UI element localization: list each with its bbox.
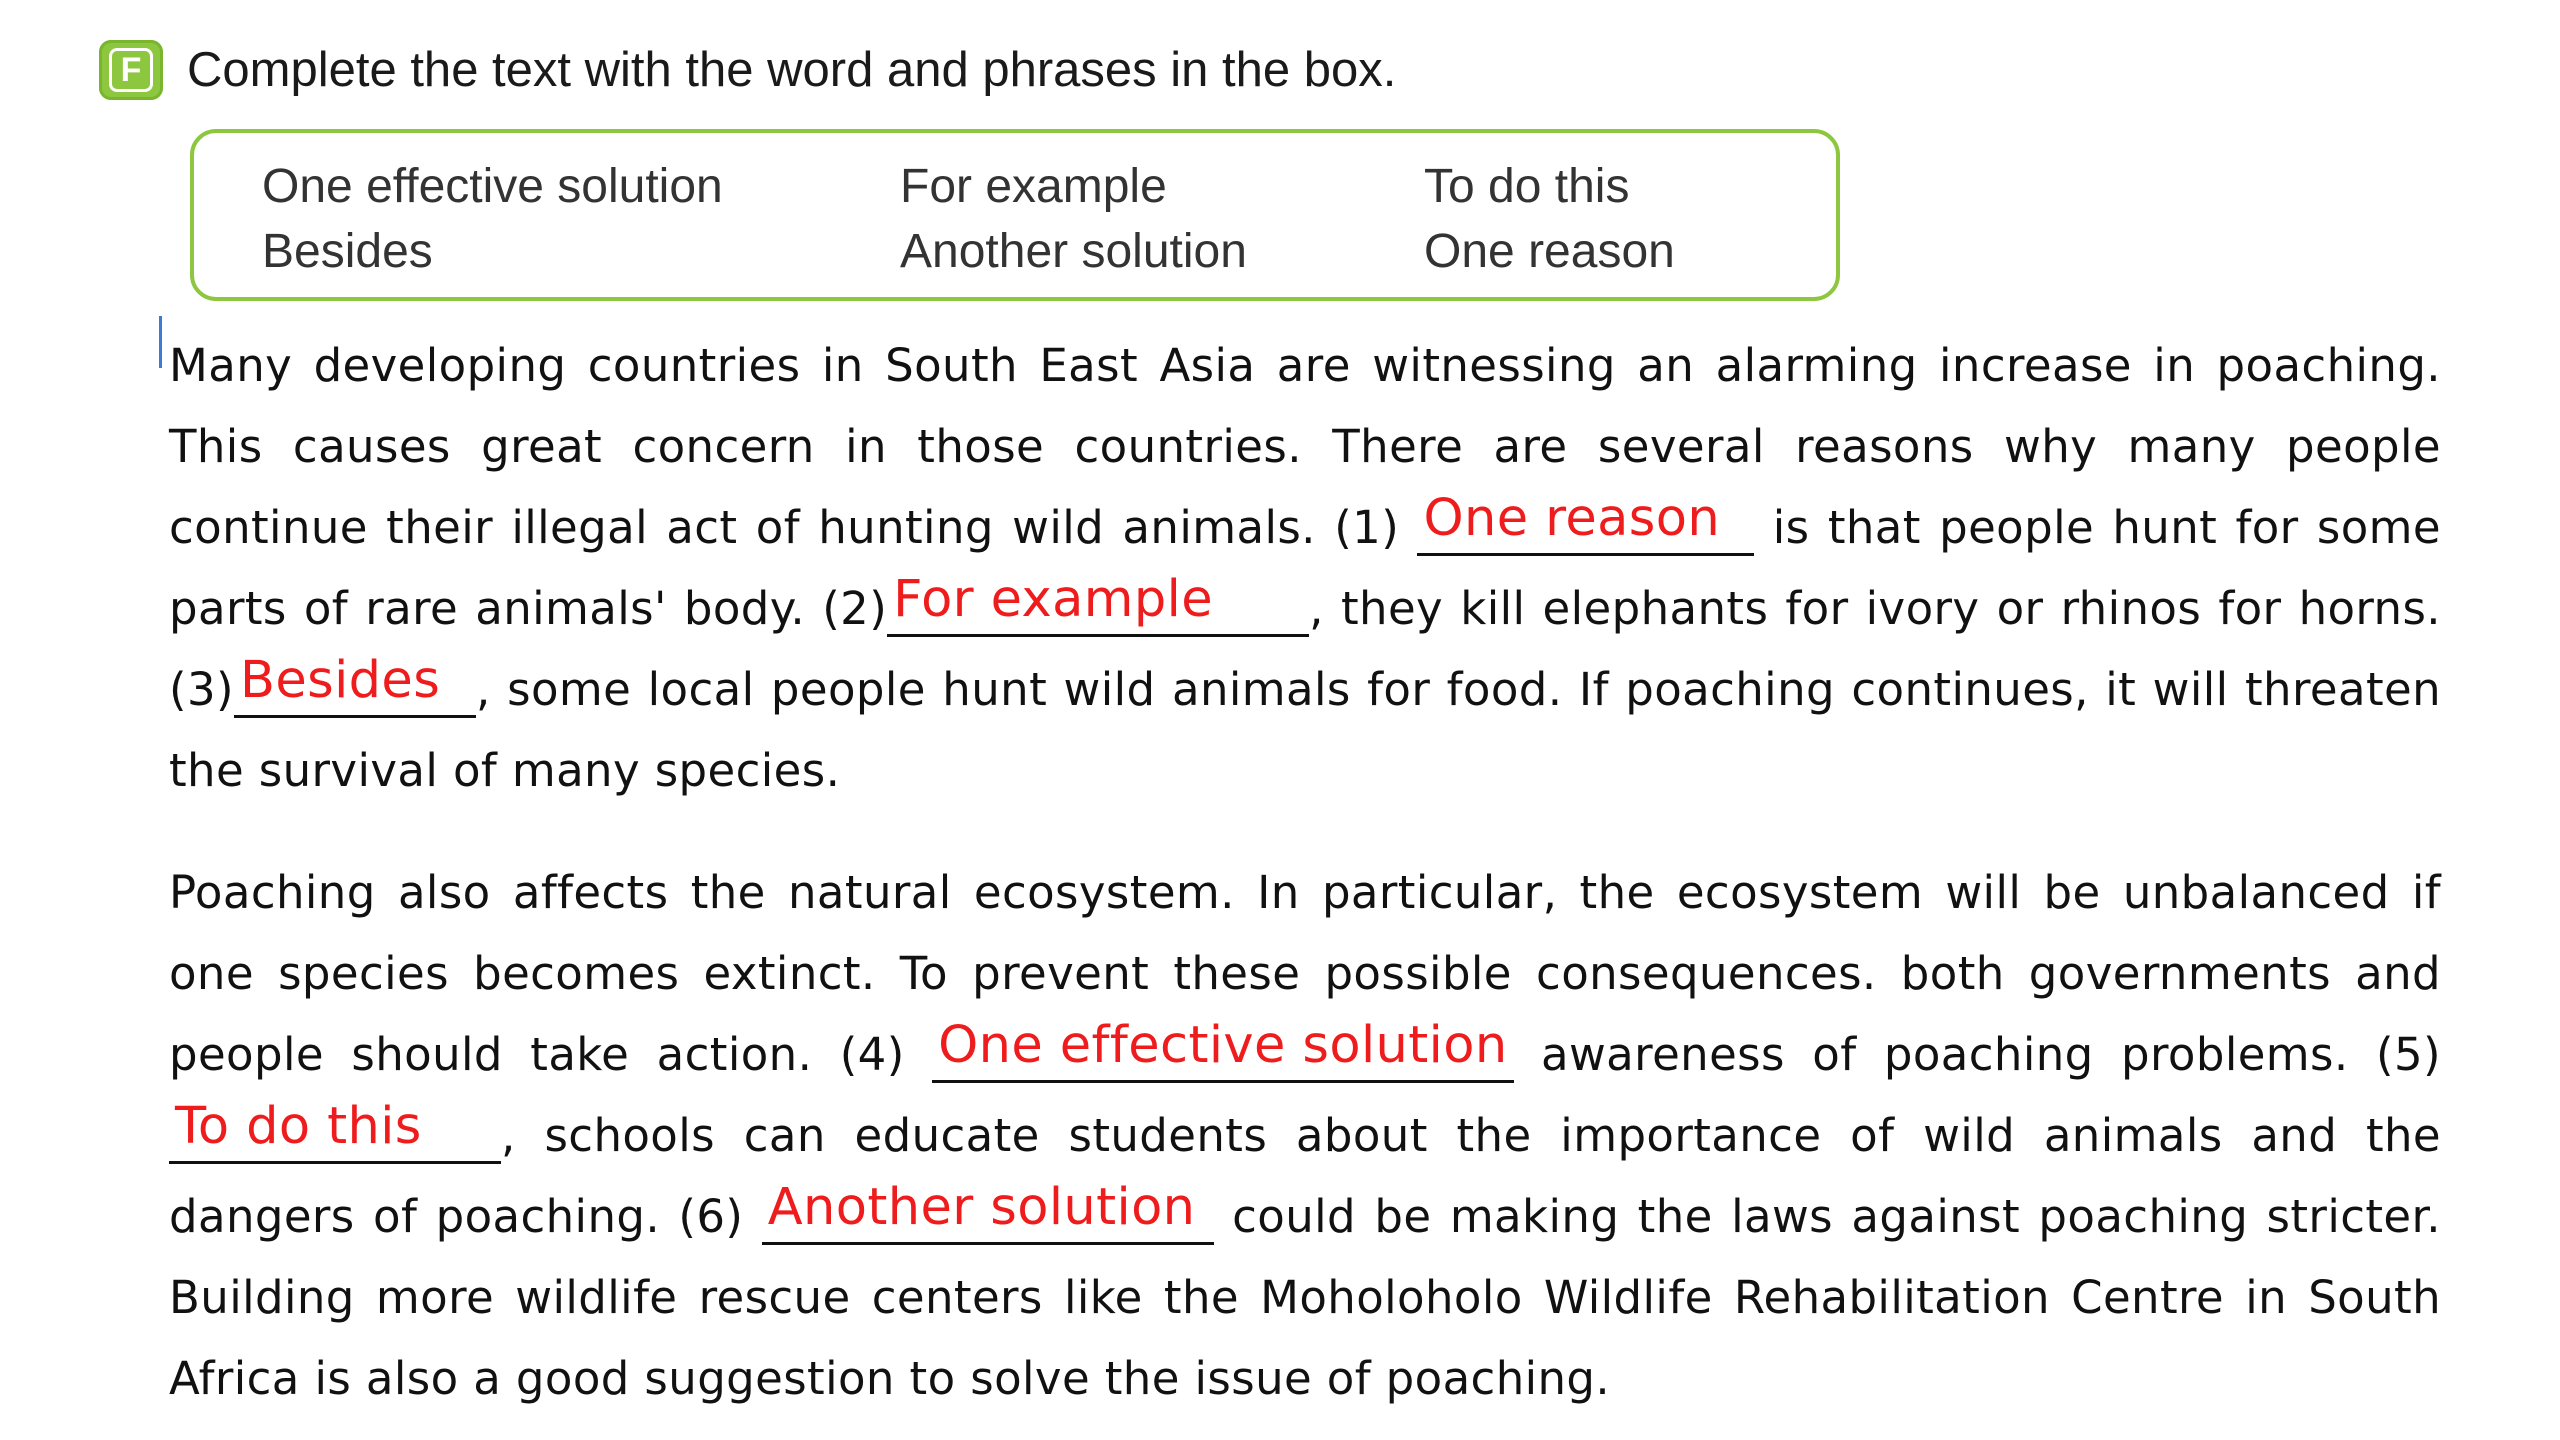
passage-text: , some local people hunt wild animals for food. If poaching continues, it will threaten the survival of many species. [169, 663, 2441, 797]
answer-1: One reason [1423, 489, 1721, 548]
passage-paragraph-2 [169, 852, 2441, 1419]
text-cursor [159, 316, 162, 368]
answer-blank-4[interactable] [932, 1016, 1513, 1083]
answer-4: One effective solution [938, 1016, 1508, 1075]
word-box-item: For example [900, 160, 1167, 213]
answer-5: To do this [175, 1097, 422, 1156]
word-box-item: One effective solution [262, 160, 723, 213]
passage-text: could be making the laws against poaching stricter. Building more wildlife rescue centers like the Moholoholo Wildlife Rehabilitation Centre in South Africa is also a good suggestion to solve the issue of poaching. [169, 1190, 2441, 1405]
passage-text: Many developing countries in South East Asia are witnessing an alarming increase in poaching. This causes great concern in those countries. There are several reasons why many people continue their illegal act of hunting wild animals. (1) [169, 339, 2441, 554]
exercise-letter: F [109, 48, 153, 92]
exercise-instruction: Complete the text with the word and phrases in the box. [187, 43, 1397, 97]
answer-blank-2[interactable] [887, 570, 1309, 637]
word-box-item: Another solution [900, 225, 1247, 278]
word-box-item: One reason [1424, 225, 1675, 278]
passage-text: Poaching also affects the natural ecosystem. In particular, the ecosystem will be unbalanced if one species becomes extinct. To prevent these possible consequences. both governments and people should take action. (4) [169, 866, 2441, 1081]
passage-text: , schools can educate students about the importance of wild animals and the dangers of poaching. (6) [169, 1109, 2441, 1243]
passage-paragraph-1 [169, 325, 2441, 811]
exercise-header [99, 40, 1396, 100]
word-box-item: Besides [262, 225, 433, 278]
answer-blank-1[interactable] [1417, 489, 1754, 556]
passage-text: , they kill elephants for ivory or rhinos for horns. (3) [169, 582, 2441, 716]
word-box-item: To do this [1424, 160, 1630, 213]
word-box [190, 129, 1840, 301]
answer-2: For example [893, 570, 1213, 629]
answer-blank-5[interactable] [169, 1097, 501, 1164]
answer-3: Besides [239, 651, 441, 710]
answer-6: Another solution [767, 1178, 1196, 1237]
passage-text: awareness of poaching problems. (5) [1541, 1028, 2441, 1081]
exercise-badge [99, 40, 163, 100]
passage-text: is that people hunt for some parts of rare animals' body. (2) [169, 501, 2441, 635]
answer-blank-6[interactable] [762, 1178, 1214, 1245]
answer-blank-3[interactable] [234, 651, 476, 718]
